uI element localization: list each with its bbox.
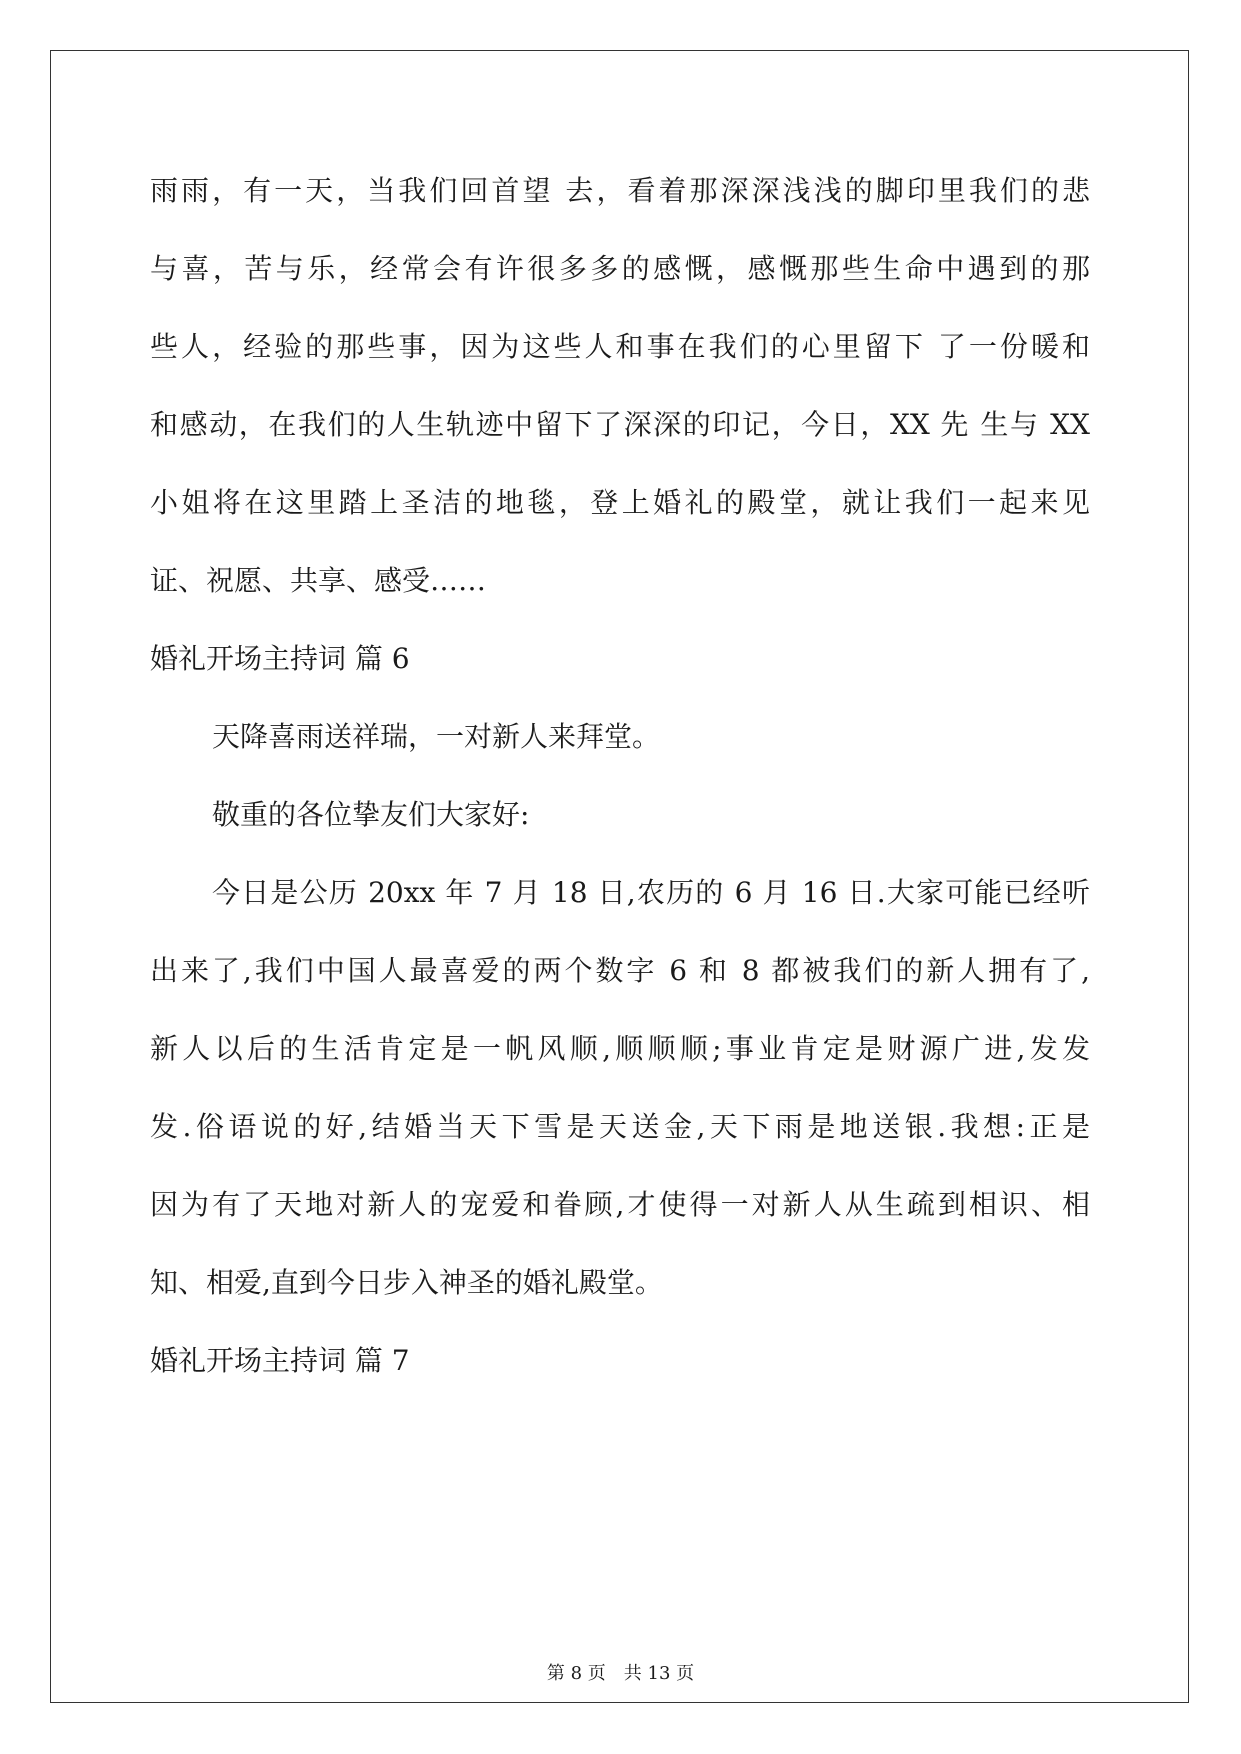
- paragraph-line: 出来了,我们中国人最喜爱的两个数字 6 和 8 都被我们的新人拥有了,: [150, 954, 1090, 987]
- section-heading: 婚礼开场主持词 篇 6: [150, 642, 410, 675]
- paragraph-line: 知、相爱,直到今日步入神圣的婚礼殿堂。: [150, 1266, 663, 1299]
- paragraph-line: 些人，经验的那些事，因为这些人和事在我们的心里留下 了一份暖和: [150, 330, 1090, 363]
- paragraph-line: 新人以后的生活肯定是一帆风顺,顺顺顺;事业肯定是财源广进,发发: [150, 1032, 1090, 1065]
- greeting-line: 敬重的各位挚友们大家好:: [212, 798, 530, 831]
- paragraph-line: 雨雨，有一天，当我们回首望 去，看着那深深浅浅的脚印里我们的悲: [150, 174, 1090, 207]
- page-number: 第 8 页: [546, 1663, 606, 1684]
- paragraph-line: 小姐将在这里踏上圣洁的地毯，登上婚礼的殿堂，就让我们一起来见: [150, 486, 1090, 519]
- paragraph-line: 证、祝愿、共享、感受……: [150, 564, 487, 597]
- paragraph-line: 因为有了天地对新人的宠爱和眷顾,才使得一对新人从生疏到相识、相: [150, 1188, 1090, 1221]
- paragraph-line: 发.俗语说的好,结婚当天下雪是天送金,天下雨是地送银.我想:正是: [150, 1110, 1090, 1143]
- page-total: 共 13 页: [623, 1663, 695, 1684]
- paragraph-line: 与喜，苦与乐，经常会有许很多多的感慨，感慨那些生命中遇到的那: [150, 252, 1090, 285]
- paragraph-line: 和感动，在我们的人生轨迹中留下了深深的印记，今日，XX 先 生与 XX: [150, 408, 1090, 441]
- section-heading: 婚礼开场主持词 篇 7: [150, 1344, 410, 1377]
- paragraph-line: 天降喜雨送祥瑞，一对新人来拜堂。: [212, 720, 661, 753]
- paragraph-line: 今日是公历 20xx 年 7 月 18 日,农历的 6 月 16 日.大家可能已经听: [212, 876, 1090, 909]
- page-footer: [0, 1662, 1241, 1686]
- document-body: [150, 152, 1090, 1400]
